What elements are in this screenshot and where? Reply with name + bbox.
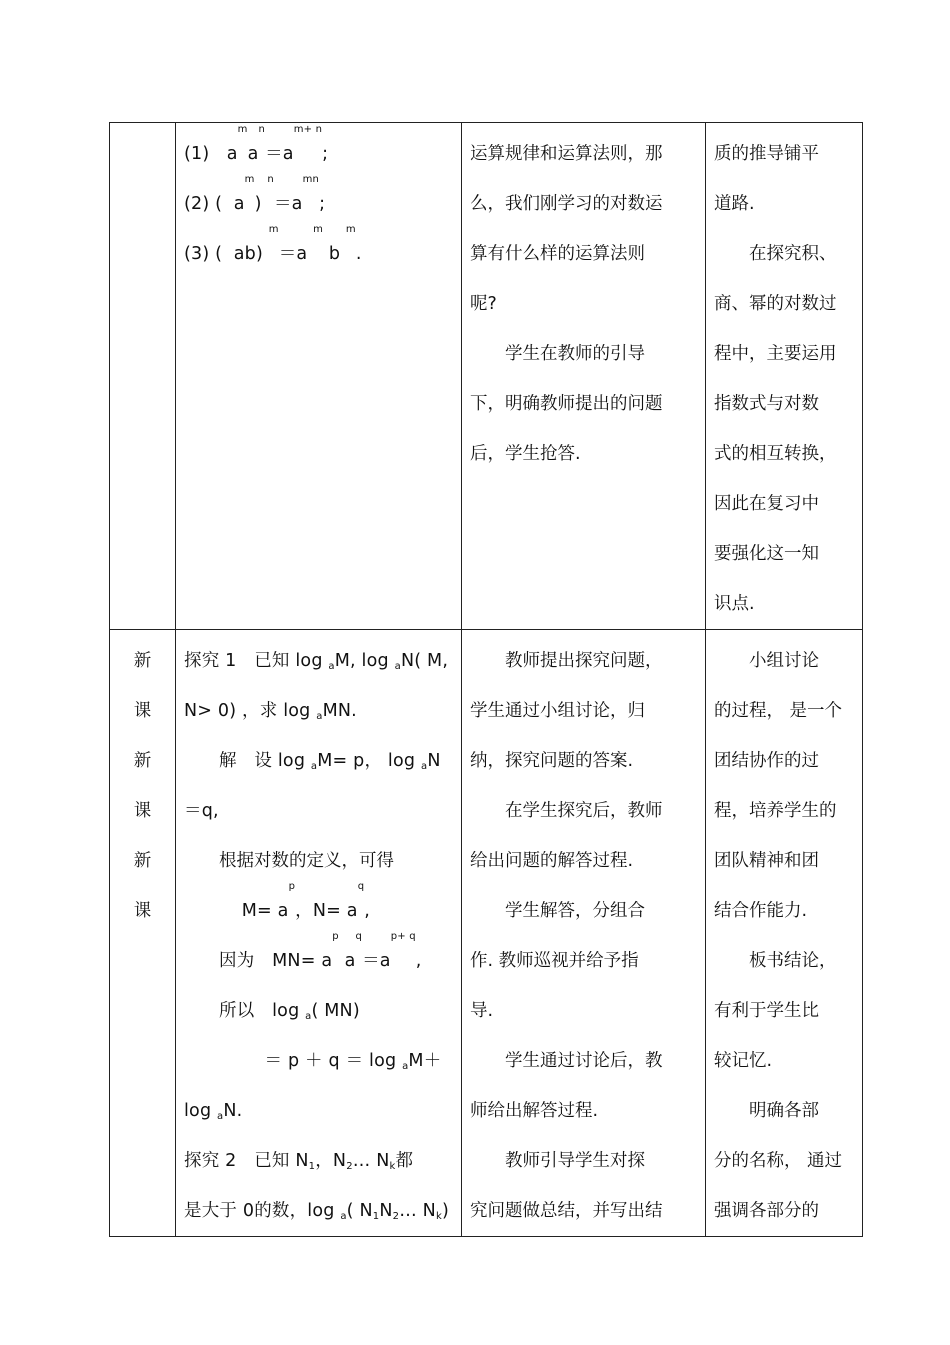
text-line: 式的相互转换， [714,444,837,464]
text-line: 究问题做总结，并写出结 [470,1201,663,1221]
solution-line: ＝q, [184,801,219,821]
text-line: 学生通过小组讨论，归 [470,701,645,721]
text-line: 在学生探究后，教师 [505,801,663,821]
solution-line: 因为 $MN= a^p$ $a^q=a^{p+ q}$, [219,931,422,971]
intent-cell [706,630,863,1237]
text-line: 么，我们刚学习的对数运 [470,194,663,214]
formula-1: (1) $a^ma^n=a^{m+ n}$; [184,124,329,164]
stage-cell [110,630,176,1237]
text-line: 有利于学生比 [714,1001,819,1021]
text-line: 分的名称， 通过 [714,1151,843,1171]
text-line: 运算规律和运算法则，那 [470,144,663,164]
text-line: 作. 教师巡视并给予指 [470,951,639,971]
stage-cell [110,123,176,630]
text-line: 团队精神和团 [714,851,819,871]
explore-2-line: 探究 2 已知 $N_1$，$N_2\dots$ $N_k$都 [184,1151,414,1172]
activity-cell [462,630,706,1237]
text-line: 纳，探究问题的答案. [470,751,634,771]
activity-cell [462,123,706,630]
text-line: 教师提出探究问题， [505,651,663,671]
text-line: 给出问题的解答过程. [470,851,634,871]
stage-char: 新 [133,751,152,771]
intent-cell [706,123,863,630]
text-line: 程中，主要运用 [714,344,837,364]
text-line: 质的推导铺平 [714,144,819,164]
solution-line: 根据对数的定义，可得 [219,851,394,871]
text-line: 板书结论， [749,951,837,971]
stage-char: 课 [133,901,152,921]
explore-2-line: 是大于 0的数，log $_a$( $N_1N_2\dots$ $N_k$) [184,1201,449,1222]
text-line: 教师引导学生对探 [505,1151,645,1171]
text-line: 因此在复习中 [714,494,819,514]
solution-line: 解 设 log $_a$M= p， log $_a$N [219,751,441,772]
text-line: 呢? [470,294,497,314]
stage-char: 新 [133,651,152,671]
text-line: 导. [470,1001,494,1021]
text-line: 后，学生抢答. [470,444,581,464]
text-line: 较记忆. [714,1051,773,1071]
content-cell [176,123,462,630]
solution-line: log $_a$N. [184,1101,243,1122]
stage-char: 新 [133,851,152,871]
text-line: 团结协作的过 [714,751,819,771]
text-line: 学生通过讨论后，教 [505,1051,663,1071]
table-row [110,123,863,630]
text-line: 明确各部 [749,1101,819,1121]
text-line: 下，明确教师提出的问题 [470,394,663,414]
table-row [110,630,863,1237]
text-line: 程，培养学生的 [714,801,837,821]
text-line: 学生在教师的引导 [505,344,645,364]
text-line: 算有什么样的运算法则 [470,244,645,264]
stage-char: 课 [133,701,152,721]
solution-line: 所以 log $_a$( MN) [219,1001,360,1022]
text-line: 在探究积、 [749,244,837,264]
solution-line: $M= a^p$，$N= a^q$, [241,881,371,921]
text-line: 道路. [714,194,755,214]
text-line: 强调各部分的 [714,1201,819,1221]
text-line: 要强化这一知 [714,544,819,564]
lesson-plan-table [109,122,863,1237]
explore-1-line: 探究 1 已知 log $_a$M, log $_a$N( M, [184,651,449,672]
text-line: 识点. [714,594,755,614]
text-line: 师给出解答过程. [470,1101,599,1121]
stage-char: 课 [133,801,152,821]
formula-3: (3) ( ab) $^m$＝a $^m$ b $^m$. [184,224,362,264]
content-cell [176,630,462,1237]
text-line: 结合作能力. [714,901,808,921]
text-line: 小组讨论 [749,651,819,671]
text-line: 指数式与对数 [714,394,819,414]
text-line: 学生解答，分组合 [505,901,645,921]
text-line: 的过程， 是一个 [714,701,843,721]
explore-1-line: N> 0) ，求 log $_a$MN. [184,701,357,722]
formula-2: (2) ( $a^m$) $^n=a^{mn}$; [184,174,326,214]
text-line: 商、幂的对数过 [714,294,837,314]
solution-line: ＝ p ＋ q ＝ log $_a$M＋ [264,1051,442,1072]
